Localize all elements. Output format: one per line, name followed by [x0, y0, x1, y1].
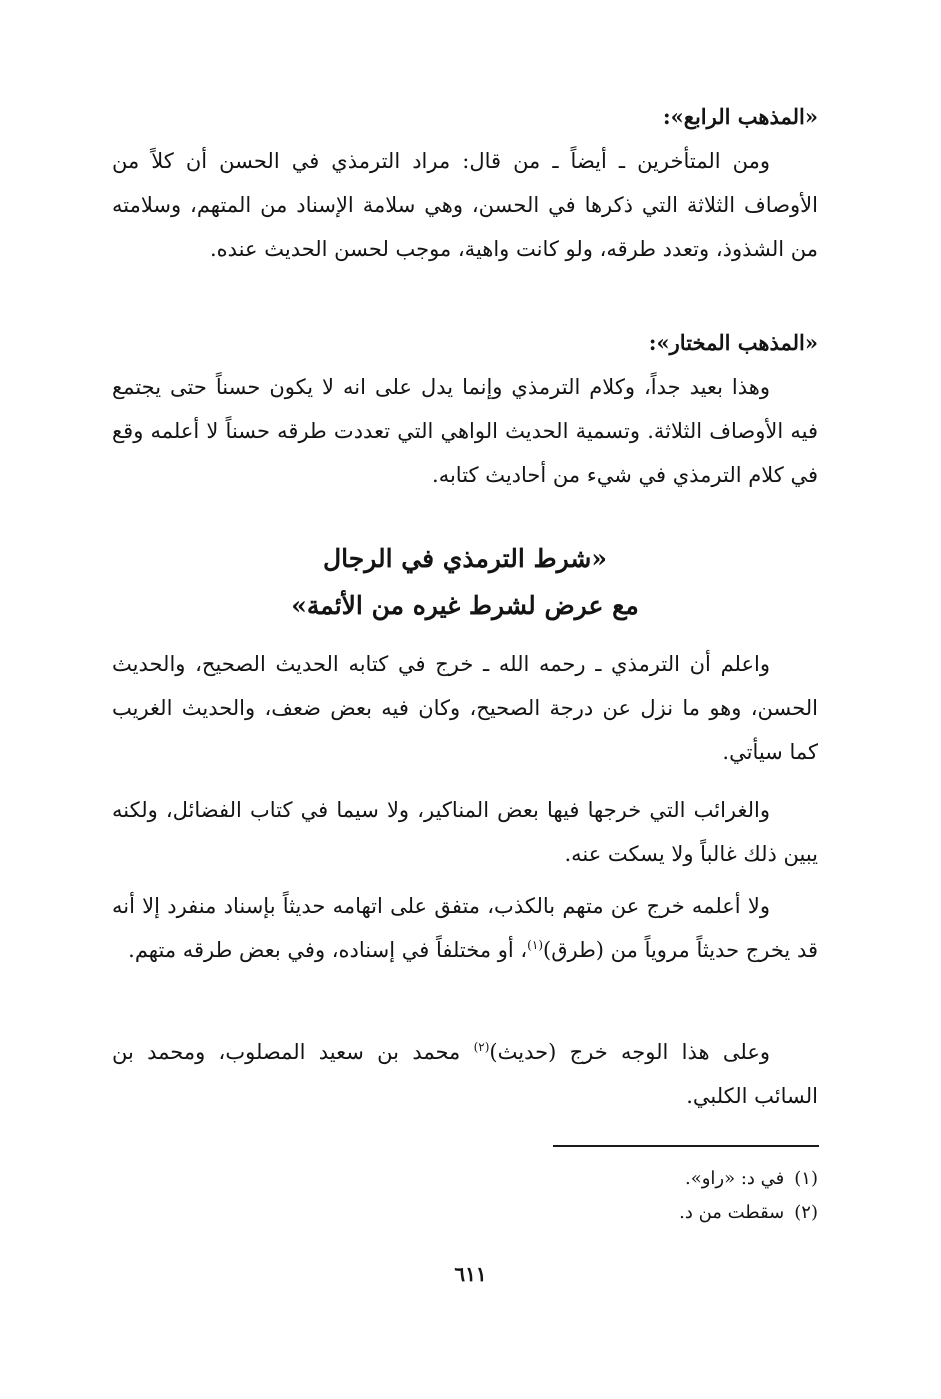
fourth-school-section	[112, 95, 818, 271]
chapter-title-line-1: «شرط الترمذي في الرجال	[323, 544, 607, 573]
paragraph-1-text: واعلم أن الترمذي ـ رحمه الله ـ خرج في كتابه الحديث الصحيح، والحديث الحسن، وهو ما نزل عن درجة الصحيح، وكان فيه بعض ضعف، والحديث الغريب كما سيأتي.	[112, 652, 818, 764]
footnote-1-text: في د: «راو».	[685, 1168, 785, 1189]
paragraph-3-part-2: ، أو مختلفاً في إسناده، وفي بعض طرقه متهم.	[128, 938, 528, 962]
paragraph-3-text	[112, 884, 818, 972]
chosen-school-section	[112, 321, 818, 497]
footnote-2-text: سقطت من د.	[679, 1202, 785, 1223]
footnotes	[112, 1162, 818, 1230]
chosen-school-heading: «المذهب المختار»:	[648, 330, 818, 355]
page-number: ٦١١	[454, 1262, 487, 1286]
paragraph-2	[112, 788, 818, 876]
paragraph-4-part-2: محمد بن سعيد المصلوب، ومحمد بن السائب الكلبي.	[112, 1040, 818, 1108]
fourth-school-heading: «المذهب الرابع»:	[662, 104, 818, 129]
paragraph-4-text	[112, 1030, 818, 1118]
footnote-divider	[553, 1145, 819, 1147]
fourth-school-paragraph: ومن المتأخرين ـ أيضاً ـ من قال: مراد الترمذي في الحسن أن كلاً من الأوصاف الثلاثة التي ذكرها في الحسن، وهي سلامة الإسناد من المتهم، وسلامته من الشذوذ، وتعدد طرقه، ولو كانت واهية، موجب لحسن الحديث عنده.	[112, 149, 818, 261]
footnote-2-number: (٢)	[794, 1202, 818, 1223]
paragraph-3	[112, 884, 818, 972]
paragraph-2-text: والغرائب التي خرجها فيها بعض المناكير، ولا سيما في كتاب الفضائل، ولكنه يبين ذلك غالباً ولا يسكت عنه.	[112, 798, 818, 866]
paragraph-4-part-1: وعلى هذا الوجه خرج (حديث)	[489, 1040, 771, 1064]
chosen-school-paragraph: وهذا بعيد جداً، وكلام الترمذي وإنما يدل على انه لا يكون حسناً حتى يجتمع فيه الأوصاف الثلاثة. وتسمية الحديث الواهي التي تعددت طرقه حسناً لا أعلمه وقع في كلام الترمذي في شيء من أحاديث كتابه.	[112, 375, 818, 487]
footnote-2	[112, 1196, 818, 1230]
paragraph-1	[112, 642, 818, 774]
footnote-1-number: (١)	[794, 1168, 818, 1189]
footnote-ref-1: (١)	[527, 938, 543, 952]
paragraph-4	[112, 1030, 818, 1118]
footnote-ref-2: (٢)	[473, 1040, 490, 1054]
footnote-1	[112, 1162, 818, 1196]
paragraph-3-part-1: ولا أعلمه خرج عن متهم بالكذب، متفق على اتهامه حديثاً بإسناد منفرد إلا أنه قد يخرج حديثاً مروياً من (طرق)	[112, 894, 818, 962]
chapter-title-line-2: مع عرض لشرط غيره من الأئمة»	[291, 591, 639, 620]
